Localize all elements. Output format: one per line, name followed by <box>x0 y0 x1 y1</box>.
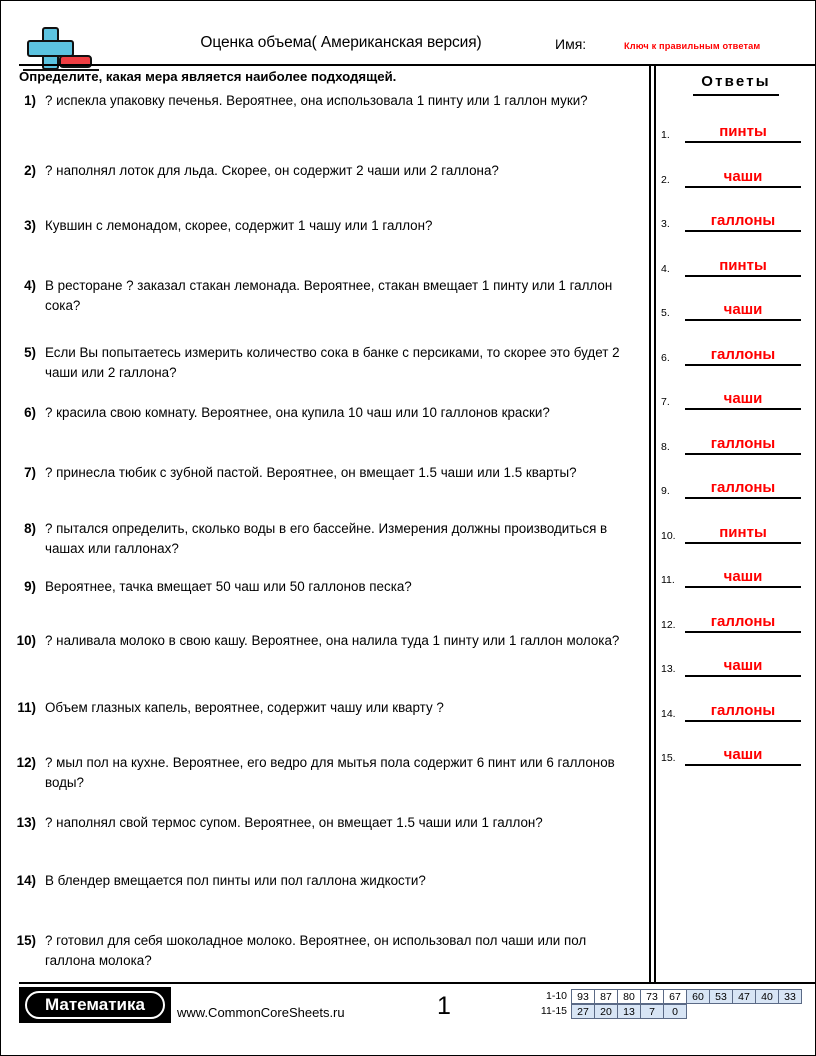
question-text: Кувшин с лемонадом, скорее, содержит 1 чашу или 1 галлон? <box>45 218 433 233</box>
answer-blank-line[interactable] <box>685 275 801 277</box>
answer-number: 6. <box>661 351 670 364</box>
plus-fill-vertical <box>44 42 57 55</box>
question-text: ? мыл пол на кухне. Вероятнее, его ведро для мытья пола содержит 6 пинт или 6 галлонов воды? <box>45 755 615 790</box>
score-cell: 33 <box>778 989 802 1004</box>
answer-value: чаши <box>723 167 763 185</box>
question-text: ? наполнял свой термос супом. Вероятнее, он вмещает 1.5 чаши или 1 галлон? <box>45 815 543 830</box>
answer-row <box>661 736 811 766</box>
score-cell: 0 <box>663 1004 687 1019</box>
answer-row <box>661 558 811 588</box>
answer-number: 1. <box>661 129 670 141</box>
score-cell: 73 <box>640 989 664 1004</box>
answer-row <box>661 514 811 544</box>
question-text: Вероятнее, тачка вмещает 50 чаш или 50 галлонов песка? <box>45 579 412 594</box>
question-number: 13) <box>16 815 36 830</box>
score-row <box>532 1004 802 1019</box>
answer-blank-line[interactable] <box>685 364 801 366</box>
answer-key-badge: Ключ к правильным ответам <box>624 41 761 51</box>
answers-heading: Ответы <box>701 73 771 90</box>
score-cell: 20 <box>594 1004 618 1019</box>
answer-value: чаши <box>723 301 763 318</box>
score-cell: 13 <box>617 1004 641 1019</box>
answer-blank-line[interactable] <box>685 230 801 232</box>
answer-blank-line[interactable] <box>685 764 801 766</box>
question-row <box>1 216 646 236</box>
answer-row <box>661 336 811 366</box>
answer-blank-line[interactable] <box>685 319 801 321</box>
score-cell: 93 <box>571 989 595 1004</box>
site-url[interactable]: www.CommonCoreSheets.ru <box>177 1005 345 1020</box>
question-row <box>1 463 646 483</box>
answer-value: чаши <box>723 568 763 585</box>
answer-number: 14. <box>661 707 676 720</box>
answer-row <box>661 469 811 499</box>
question-number: 4) <box>24 278 36 293</box>
answer-value: галлоны <box>710 434 776 452</box>
answer-row <box>661 113 811 143</box>
score-range-label: 1-10 <box>545 990 567 1002</box>
score-cell: 87 <box>594 989 618 1004</box>
answer-value: галлоны <box>710 345 776 363</box>
answer-row <box>661 603 811 633</box>
score-cell: 67 <box>663 989 687 1004</box>
question-row <box>1 753 646 792</box>
answer-blank-line[interactable] <box>685 141 801 143</box>
answer-number: 3. <box>661 218 670 230</box>
question-text: Объем глазных капель, вероятнее, содержит чашу или кварту ? <box>45 700 444 715</box>
answer-row <box>661 202 811 232</box>
answer-number: 11. <box>661 574 675 586</box>
answer-value: пинты <box>719 256 767 274</box>
answer-number: 7. <box>661 396 670 408</box>
answer-number: 12. <box>661 618 676 631</box>
answer-blank-line[interactable] <box>685 586 801 588</box>
answer-number: 13. <box>661 663 676 675</box>
question-text: В блендер вмещается пол пинты или пол галлона жидкости? <box>45 873 426 888</box>
score-range-label: 11-15 <box>540 1005 567 1017</box>
answer-blank-line[interactable] <box>685 631 801 633</box>
question-number: 6) <box>24 405 36 420</box>
answer-value: галлоны <box>710 612 776 630</box>
question-text: ? принесла тюбик с зубной пастой. Вероятнее, он вмещает 1.5 чаши или 1.5 кварты? <box>45 465 577 480</box>
answer-blank-line[interactable] <box>685 408 801 410</box>
answer-value: чаши <box>723 390 763 407</box>
brand-label: Математика <box>45 995 145 1014</box>
brand-logo <box>19 987 171 1023</box>
question-text: ? испекла упаковку печенья. Вероятнее, она использовала 1 пинту или 1 галлон муки? <box>45 93 588 108</box>
plus-minus-icon <box>19 27 97 65</box>
answer-blank-line[interactable] <box>685 542 801 544</box>
answer-value: галлоны <box>710 701 776 719</box>
answer-blank-line[interactable] <box>685 720 801 722</box>
question-number: 2) <box>24 163 36 178</box>
question-text: Если Вы попытаетесь измерить количество сока в банке с персиками, то скорее это будет 2 чаши или 2 галлона? <box>45 345 620 380</box>
question-row <box>1 698 646 718</box>
question-number: 12) <box>16 755 36 770</box>
header-divider <box>19 64 815 66</box>
question-row <box>1 813 646 833</box>
answer-number: 9. <box>661 485 670 497</box>
question-number: 9) <box>24 579 36 594</box>
answers-heading-underline <box>693 94 779 96</box>
score-cell: 53 <box>709 989 733 1004</box>
question-row <box>1 519 646 558</box>
answer-blank-line[interactable] <box>685 675 801 677</box>
column-divider-right <box>654 64 656 982</box>
question-text: В ресторане ? заказал стакан лемонада. Вероятнее, стакан вмещает 1 пинту или 1 галлон сока? <box>45 278 613 313</box>
question-text: ? пытался определить, сколько воды в его бассейне. Измерения должны производиться в чашах или галлонах? <box>45 521 608 556</box>
answer-row <box>661 247 811 277</box>
answer-number: 8. <box>661 440 670 453</box>
question-number: 8) <box>24 521 36 536</box>
page-header <box>1 1 815 67</box>
score-cell: 60 <box>686 989 710 1004</box>
score-row <box>532 989 802 1004</box>
answer-row <box>661 425 811 455</box>
question-row <box>1 403 646 423</box>
question-row <box>1 343 646 382</box>
column-divider-left <box>649 64 651 982</box>
answer-value: галлоны <box>710 479 776 496</box>
answer-number: 4. <box>661 262 670 275</box>
answer-number: 15. <box>661 752 676 764</box>
answer-number: 2. <box>661 173 670 186</box>
question-row <box>1 161 646 181</box>
answer-blank-line[interactable] <box>685 497 801 499</box>
instruction-text: Определите, какая мера является наиболее подходящей. <box>19 69 397 84</box>
answer-number: 10. <box>661 529 676 542</box>
question-number: 14) <box>16 873 36 888</box>
question-text: ? готовил для себя шоколадное молоко. Вероятнее, он использовал пол чаши или пол галлона молока? <box>45 933 587 968</box>
answer-value: галлоны <box>710 212 776 229</box>
question-number: 1) <box>24 93 36 108</box>
answer-value: пинты <box>719 523 767 541</box>
score-cell: 80 <box>617 989 641 1004</box>
question-number: 5) <box>24 345 36 360</box>
question-text: ? наливала молоко в свою кашу. Вероятнее, она налила туда 1 пинту или 1 галлон молока? <box>45 633 620 648</box>
score-cell: 7 <box>640 1004 664 1019</box>
question-number: 11) <box>17 700 36 715</box>
answer-row <box>661 158 811 188</box>
question-row <box>1 276 646 315</box>
answer-row <box>661 380 811 410</box>
answer-value: чаши <box>723 657 763 674</box>
answer-row <box>661 692 811 722</box>
answer-number: 5. <box>661 307 670 319</box>
question-number: 10) <box>16 633 36 648</box>
question-row <box>1 577 646 597</box>
question-text: ? красила свою комнату. Вероятнее, она купила 10 чаш или 10 галлонов краски? <box>45 405 550 420</box>
question-number: 15) <box>16 933 36 948</box>
question-text: ? наполнял лоток для льда. Скорее, он содержит 2 чаши или 2 галлона? <box>45 163 499 178</box>
question-number: 7) <box>24 465 36 480</box>
question-row <box>1 871 646 891</box>
answer-blank-line[interactable] <box>685 186 801 188</box>
score-cell: 40 <box>755 989 779 1004</box>
answer-value: пинты <box>719 123 767 140</box>
answer-value: чаши <box>723 746 763 763</box>
page-number: 1 <box>437 992 451 1020</box>
page-title: Оценка объема( Американская версия) <box>200 34 482 51</box>
answer-blank-line[interactable] <box>685 453 801 455</box>
score-cell: 27 <box>571 1004 595 1019</box>
answer-row <box>661 291 811 321</box>
question-row <box>1 91 646 111</box>
score-cell: 47 <box>732 989 756 1004</box>
score-table <box>532 989 802 1019</box>
question-row <box>1 931 646 970</box>
question-number: 3) <box>24 218 36 233</box>
answer-row <box>661 647 811 677</box>
footer-divider <box>19 982 815 984</box>
name-label: Имя: <box>555 36 587 52</box>
question-row <box>1 631 646 651</box>
